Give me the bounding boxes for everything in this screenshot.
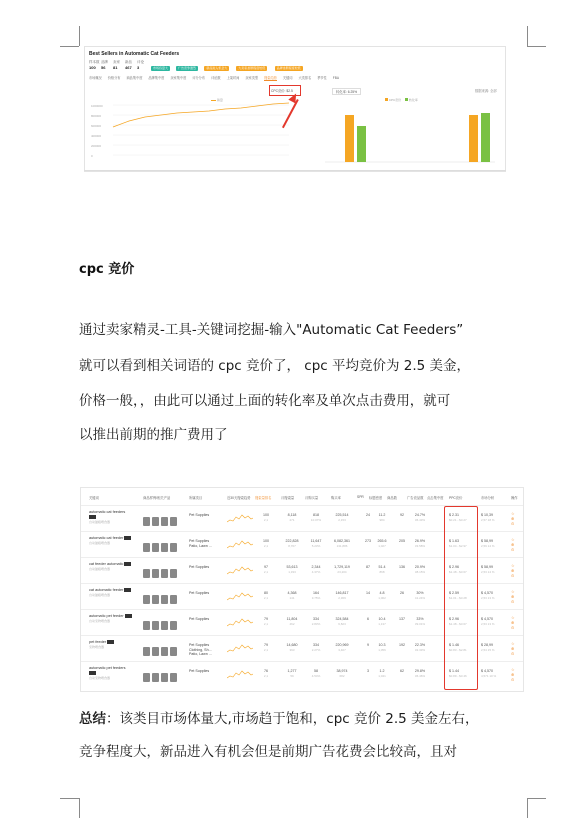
metric-cell: 164 3.75%	[311, 591, 321, 600]
analysis-tab[interactable]: 搜索趋势	[264, 76, 277, 80]
keyword-translation: 自动宠物喂食器	[89, 619, 111, 623]
ppc-bid-cell: $ 1.63 $1.04 - $2.97	[449, 539, 467, 548]
sparkline-path	[227, 567, 253, 574]
analysis-tab[interactable]: 上架时间	[226, 76, 240, 80]
metric-cell: 222,828 8,767	[285, 539, 299, 548]
paragraph-line-1: 通过卖家精灵-工具-关键词挖掘-输入"Automatic Cat Feeders”	[79, 322, 464, 338]
product-thumbnail	[152, 673, 159, 682]
metric-cell: 334 2.27%	[311, 643, 321, 652]
metric-cell: 273	[365, 539, 371, 543]
summary-label: 总结	[79, 711, 106, 727]
market-tag: 大卖家垄断程度较低	[238, 66, 266, 70]
market-analysis-cell: $ 4,570 2,53 13 %	[481, 617, 495, 626]
metric-cell: 100 2,1	[263, 539, 269, 548]
metric-cell: 2,344 4.37%	[311, 565, 321, 574]
stat-value: 3	[137, 65, 140, 70]
market-tag: 广告竞争激烈	[178, 66, 197, 70]
metric-cell: 225,514 2,153	[335, 513, 349, 522]
product-thumbnails[interactable]	[143, 565, 181, 575]
product-thumbnail	[161, 569, 168, 578]
market-analysis-cell: $ 10,39 2,57 18 %	[481, 513, 495, 522]
analysis-tab[interactable]: FBA	[332, 76, 339, 80]
product-thumbnail	[170, 569, 177, 578]
svg-text:400000: 400000	[91, 134, 102, 138]
summary-text-1: ：该类目市场体量大,市场趋于饱和，cpc 竞价 2.5 美金左右，	[106, 711, 479, 727]
ppc-bid-cell: $ 2.96 $1.48 - $3.67	[449, 565, 467, 574]
category-cell: Pet Supplies	[189, 617, 210, 621]
bar-cpc-2	[469, 115, 478, 162]
stat-value: 100	[89, 65, 96, 70]
bar-conv-1	[357, 126, 366, 162]
keyword-cell[interactable]	[89, 666, 133, 681]
metric-cell: 29.8% 36.46%	[414, 669, 426, 678]
product-thumbnail	[170, 621, 177, 630]
keyword-text: automatic pet feeder	[89, 614, 125, 618]
product-thumbnail	[170, 595, 177, 604]
search-trend-sparkline	[227, 512, 253, 524]
product-thumbnail	[152, 621, 159, 630]
summary-line-1	[79, 705, 479, 734]
favorite-icon[interactable]: ☆	[511, 667, 515, 672]
market-tag: 新品进入机会大	[206, 66, 228, 70]
favorite-icon[interactable]: ☆	[511, 511, 515, 516]
bar-cpc-1	[345, 115, 354, 162]
ppc-bid-cell: $ 1.46 $0.83 - $2.81	[449, 643, 467, 652]
stat-value: 81	[113, 65, 118, 70]
sales-line-chart	[89, 87, 289, 167]
table-header-cell: 点击集中度	[427, 496, 444, 500]
category-cell: Pet Supplies	[189, 669, 210, 673]
metric-cell: 11,647 5.23%	[310, 539, 322, 548]
row-actions[interactable]	[511, 615, 515, 630]
metric-cell: 79 2,1	[263, 617, 269, 626]
data-source-label: 数据来源: 全部	[475, 89, 497, 93]
metric-cell: 10.3 1,056	[378, 643, 386, 652]
metric-cell: 20.9% 38.15%	[414, 565, 426, 574]
analysis-tab[interactable]: 卖家类型	[245, 76, 259, 80]
metric-cell: 324,584 6,823	[335, 617, 349, 626]
table-header-cell: 广告竞品数	[407, 496, 424, 500]
cpc-label: CPC竞价: $2.5	[271, 89, 293, 93]
metric-cell: 24	[366, 513, 370, 517]
analysis-tab[interactable]: 商品集中度	[126, 76, 143, 80]
keyword-text: automatic cat feeder	[89, 536, 125, 540]
stat-label: 样本数	[89, 60, 100, 64]
search-trend-sparkline	[227, 538, 253, 550]
stat-value: 467	[125, 65, 132, 70]
add-icon[interactable]: ⊕	[511, 594, 515, 599]
search-trend-sparkline	[227, 642, 253, 654]
svg-text:1000000: 1000000	[91, 104, 103, 108]
table-header-cell: 关键词	[89, 496, 99, 500]
metric-cell: 137	[399, 617, 405, 621]
bar-conv-2	[481, 113, 490, 162]
cpc-conversion-bar-chart	[325, 109, 495, 163]
crop-mark-bottom-right-h	[527, 798, 546, 799]
screenshot-bottom-divider	[84, 170, 506, 171]
product-thumbnail	[143, 543, 150, 552]
metric-cell: 6,082,361 131,886	[334, 539, 350, 548]
screenshot-title: Best Sellers in Automatic Cat Feeders	[89, 51, 180, 57]
add-icon[interactable]: ⊕	[511, 672, 515, 677]
keyword-cell[interactable]	[89, 614, 133, 624]
paragraph-line-2: 就可以看到相关词语的 cpc 竞价了， cpc 平均竞价为 2.5 美金，	[79, 358, 471, 374]
add-icon[interactable]: ⊕	[511, 516, 515, 521]
svg-text:200000: 200000	[91, 144, 102, 148]
market-tag: 市场容量大	[153, 66, 169, 70]
row-actions[interactable]	[511, 641, 515, 656]
metric-cell: 30% 41.24%	[414, 591, 426, 600]
analysis-tab[interactable]: 评论数	[211, 76, 221, 80]
product-thumbnail	[143, 621, 150, 630]
table-header-cell: 标题密度	[369, 496, 383, 500]
svg-text:600000: 600000	[91, 124, 102, 128]
product-thumbnail	[152, 647, 159, 656]
metric-cell: 38,974 682	[336, 669, 348, 678]
keyword-cell[interactable]	[89, 588, 133, 598]
favorite-icon[interactable]: ☆	[511, 537, 515, 542]
keyword-translation: 宠物喂食器	[89, 645, 105, 649]
keyword-cell[interactable]	[89, 510, 133, 525]
conversion-label: 转化率: 6.25%	[332, 88, 361, 95]
metric-cell: 79 2,1	[263, 643, 269, 652]
product-thumbnail	[143, 517, 150, 526]
keyword-text: pet feeder	[89, 640, 108, 644]
add-icon[interactable]: ⊕	[511, 568, 515, 573]
search-trend-sparkline	[227, 564, 253, 576]
metric-cell: 818 10.07%	[310, 513, 322, 522]
product-thumbnail	[152, 569, 159, 578]
metric-cell: 24.7% 36.43%	[414, 513, 426, 522]
metric-cell: 14,680 393	[286, 643, 298, 652]
metric-cell: 1.2 1,041	[378, 669, 386, 678]
metric-cell: 8,118 271	[287, 513, 297, 522]
table-header-cell: PPC竞价	[449, 496, 463, 500]
sparkline-path	[227, 541, 253, 548]
analysis-tab[interactable]: 市场概况	[89, 76, 102, 80]
table-header-cell: 操作	[511, 496, 518, 500]
ppc-bid-cell: $ 2.31 $0.21 - $3.27	[449, 513, 467, 522]
keyword-text: cat automatic feeder	[89, 588, 125, 592]
metric-cell: 100 2,1	[263, 513, 269, 522]
keyword-cell[interactable]	[89, 536, 133, 546]
crop-mark-top-left-v	[79, 26, 80, 46]
keyword-badge	[124, 536, 131, 540]
product-thumbnail	[170, 543, 177, 552]
analysis-tab[interactable]: 卖家集中度	[170, 76, 187, 80]
product-thumbnail	[161, 517, 168, 526]
product-thumbnail	[152, 543, 159, 552]
paragraph-line-3: 价格一般，，由此可以通过上面的转化率及单次点击费用，就可	[79, 393, 451, 409]
metric-cell: 80 2,1	[263, 591, 269, 600]
metric-cell: 4.8 1,002	[378, 591, 386, 600]
metric-cell: 192	[399, 643, 405, 647]
metric-cell: 97 2,1	[263, 565, 269, 574]
svg-text:800000: 800000	[91, 114, 102, 118]
metric-cell: 4,368 141	[287, 591, 297, 600]
keyword-badge	[107, 640, 114, 644]
analysis-tab[interactable]: 品牌集中度	[148, 76, 165, 80]
metric-cell: 76 2,1	[263, 669, 269, 678]
keyword-badge	[89, 515, 96, 519]
metric-cell: 26	[400, 591, 404, 595]
product-thumbnail	[161, 673, 168, 682]
product-thumbnail	[170, 647, 177, 656]
category-cell: Pet Supplies	[189, 565, 210, 569]
row-actions[interactable]	[511, 511, 515, 526]
view-icon[interactable]: ⊙	[511, 547, 515, 552]
crop-mark-top-right-v	[527, 26, 528, 46]
table-header-cell: 商品数	[387, 496, 397, 500]
metric-cell: 14	[366, 591, 370, 595]
keyword-badge	[125, 614, 132, 618]
metric-cell: 51.4 868	[378, 565, 386, 574]
metric-cell: 92	[400, 513, 404, 517]
add-icon[interactable]: ⊕	[511, 620, 515, 625]
sparkline-path	[227, 645, 253, 652]
product-thumbnail	[170, 517, 177, 526]
stat-value: 56	[101, 65, 106, 70]
view-icon[interactable]: ⊙	[511, 521, 515, 526]
market-analysis-cell: $ 58,99 2,59 14 %	[481, 539, 495, 548]
product-thumbnail	[143, 673, 150, 682]
keyword-translation: 自动猫粮喂食器	[89, 567, 111, 571]
category-cell: Pet Supplies Clothing, Sh... Patio, Lawn ...	[189, 643, 212, 657]
metric-cell: 136	[399, 565, 405, 569]
metric-cell: 62	[400, 669, 404, 673]
view-icon[interactable]: ⊙	[511, 573, 515, 578]
search-trend-sparkline	[227, 590, 253, 602]
ppc-bid-cell: $ 2.59 $1.01 - $3.28	[449, 591, 467, 600]
keyword-table-screenshot	[80, 487, 524, 692]
section-heading: cpc 竞价	[79, 262, 135, 277]
sparkline-path	[227, 671, 253, 678]
crop-mark-bottom-left-h	[60, 798, 79, 799]
metric-cell: 1,277 59	[287, 669, 297, 678]
product-thumbnails[interactable]	[143, 669, 181, 679]
metric-cell: 334 2.83%	[311, 617, 321, 626]
favorite-icon[interactable]: ☆	[511, 563, 515, 568]
product-thumbnail	[161, 621, 168, 630]
metric-cell: 26.9% 33.58%	[414, 539, 426, 548]
crop-mark-top-left-h	[60, 46, 79, 47]
row-actions[interactable]	[511, 667, 515, 682]
view-icon[interactable]: ⊙	[511, 625, 515, 630]
product-thumbnails[interactable]	[143, 539, 181, 549]
row-actions[interactable]	[511, 563, 515, 578]
keyword-translation: 自动宠物喂食器	[89, 676, 111, 680]
market-analysis-cell: $ 28,99 2,54 15 %	[481, 643, 495, 652]
product-thumbnail	[161, 647, 168, 656]
svg-text:0: 0	[91, 154, 93, 158]
market-analysis-screenshot	[84, 46, 506, 172]
metric-cell: 146,817 2,369	[335, 591, 349, 600]
metric-cell: 10.4 1,137	[378, 617, 386, 626]
table-header-cell: 近30天搜索趋势	[227, 496, 251, 500]
stat-label: 卖家	[113, 60, 120, 64]
analysis-tab[interactable]: 大类排名	[298, 76, 312, 80]
keyword-text: automatic pet feeders	[89, 666, 126, 670]
line-legend: 销量	[211, 98, 223, 102]
favorite-icon[interactable]: ☆	[511, 589, 515, 594]
category-cell: Pet Supplies Patio, Lawn ...	[189, 539, 212, 548]
product-thumbnail	[143, 569, 150, 578]
market-analysis-cell: $ 58,99 2,53 14 %	[481, 565, 495, 574]
product-thumbnail	[161, 595, 168, 604]
stat-label: 评论	[137, 60, 144, 64]
keyword-translation: 自动猫粮喂食器	[89, 541, 111, 545]
product-thumbnail	[152, 595, 159, 604]
keyword-badge	[89, 671, 96, 675]
table-header-cell: 月购买量	[305, 496, 319, 500]
keyword-text: automatic cat feeders	[89, 510, 126, 514]
market-analysis-cell: $ 4,570 2,53 13 %	[481, 591, 495, 600]
crop-mark-top-right-h	[527, 46, 546, 47]
product-thumbnail	[143, 595, 150, 604]
metric-cell: 1,729,119 23,204	[334, 565, 350, 574]
analysis-tab[interactable]: 价格分布	[107, 76, 121, 80]
stat-label: 新品	[125, 60, 132, 64]
ppc-highlight-box	[444, 506, 478, 690]
table-header-cell: 所属类目	[189, 496, 203, 500]
product-thumbnail	[170, 673, 177, 682]
market-analysis-cell: $ 4,570 4,571 10 %	[481, 669, 497, 678]
table-header-cell: 市场分析	[481, 496, 495, 500]
keyword-cell[interactable]	[89, 562, 133, 572]
summary-line-2: 竞争程度大，新品进入有机会但是前期广告花费会比较高，且对	[79, 744, 457, 760]
product-thumbnail	[161, 543, 168, 552]
analysis-tab[interactable]: 关键词	[282, 76, 293, 80]
keyword-cell[interactable]	[89, 640, 133, 650]
keyword-badge	[124, 588, 131, 592]
analysis-tab[interactable]: 季节性	[317, 76, 327, 80]
metric-cell: 205	[399, 539, 405, 543]
add-icon[interactable]: ⊕	[511, 542, 515, 547]
analysis-tabs	[89, 75, 499, 81]
market-tag: 品牌垄断程度较低	[276, 66, 301, 70]
metric-cell: 87	[366, 565, 370, 569]
crop-mark-bottom-right-v	[527, 798, 528, 818]
metric-cell: 33% 39.01%	[414, 617, 426, 626]
favorite-icon[interactable]: ☆	[511, 641, 515, 646]
metric-cell: 11,804 462	[286, 617, 298, 626]
sparkline-path	[227, 593, 253, 600]
paragraph-line-4: 以推出前期的推广费用了	[79, 427, 228, 443]
table-header-cell: SPR	[357, 495, 364, 499]
metric-cell: 6	[367, 617, 369, 621]
row-actions[interactable]	[511, 589, 515, 604]
view-icon[interactable]: ⊙	[511, 599, 515, 604]
table-header-cell: 商品样例/相关产品	[143, 496, 171, 500]
product-thumbnails[interactable]	[143, 617, 181, 627]
metric-cell: 22.3% 32.33%	[414, 643, 426, 652]
search-trend-sparkline	[227, 668, 253, 680]
keyword-translation: 自动猫粮喂食器	[89, 520, 111, 524]
product-thumbnails[interactable]	[143, 513, 181, 523]
product-thumbnails[interactable]	[143, 643, 181, 653]
search-trend-sparkline	[227, 616, 253, 628]
sparkline-path	[227, 619, 253, 626]
metric-cell: 220,969 3,407	[335, 643, 349, 652]
keyword-translation: 自动猫粮喂食器	[89, 593, 111, 597]
product-thumbnails[interactable]	[143, 591, 181, 601]
keyword-badge	[124, 562, 131, 566]
table-header-cell: 搜索量排名	[255, 496, 272, 500]
metric-cell: 58 4.54%	[311, 669, 321, 678]
crop-mark-bottom-left-v	[79, 798, 80, 818]
view-icon[interactable]: ⊙	[511, 651, 515, 656]
metric-cell: 3	[367, 669, 369, 673]
favorite-icon[interactable]: ☆	[511, 615, 515, 620]
metric-cell: 53,613 1,333	[286, 565, 298, 574]
sparkline-path	[227, 515, 253, 522]
keyword-text: cat feeder automatic	[89, 562, 125, 566]
metric-cell: 11.2 984	[378, 513, 386, 522]
ppc-bid-cell: $ 2.96 $1.48 - $3.67	[449, 617, 467, 626]
add-icon[interactable]: ⊕	[511, 646, 515, 651]
product-thumbnail	[143, 647, 150, 656]
product-thumbnail	[152, 517, 159, 526]
category-cell: Pet Supplies	[189, 591, 210, 595]
category-cell: Pet Supplies	[189, 513, 210, 517]
metric-cell: 265.6 1,027	[377, 539, 387, 548]
analysis-tab[interactable]: 评分分布	[192, 76, 206, 80]
table-header-cell: 购买率	[331, 496, 341, 500]
table-header-cell: 月搜索量	[281, 496, 295, 500]
stat-label: 品牌	[101, 60, 108, 64]
row-actions[interactable]	[511, 537, 515, 552]
view-icon[interactable]: ⊙	[511, 677, 515, 682]
bar-legend: CPC竞价 转化率	[385, 98, 418, 102]
metric-cell: 9	[367, 643, 369, 647]
ppc-bid-cell: $ 1.44 $0.89 - $3.46	[449, 669, 467, 678]
